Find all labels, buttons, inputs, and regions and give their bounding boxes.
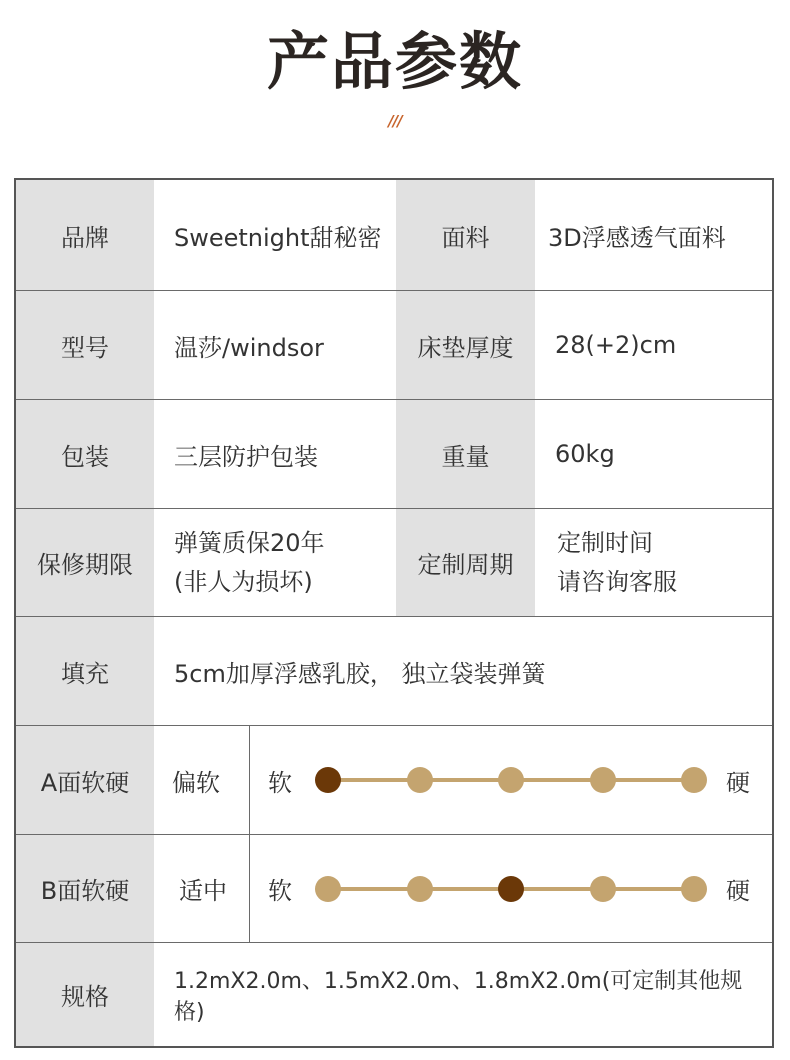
scale-dot-selected <box>498 876 524 902</box>
scale-dot <box>590 876 616 902</box>
packaging-value: 三层防护包装 <box>154 400 396 508</box>
scale-dot <box>407 876 433 902</box>
scale-dot <box>681 876 707 902</box>
fabric-label: 面料 <box>396 180 535 290</box>
packaging-label: 包装 <box>16 400 154 508</box>
soft-label: 软 <box>268 768 292 797</box>
thickness-value: 28(+2)cm <box>535 291 772 399</box>
warranty-label: 保修期限 <box>16 509 154 616</box>
scale-dot <box>681 767 707 793</box>
table-row <box>16 835 772 943</box>
table-row <box>16 509 772 617</box>
brand-label: 品牌 <box>16 180 154 290</box>
firmness-scale <box>250 835 772 942</box>
fabric-value: 3D浮感透气面料 <box>535 180 772 290</box>
custom-label: 定制周期 <box>396 509 535 616</box>
scale-dot <box>407 767 433 793</box>
scale-dot-selected <box>315 767 341 793</box>
custom-value-line1: 定制时间 <box>557 528 653 557</box>
weight-label: 重量 <box>396 400 535 508</box>
title-decoration: /// <box>388 112 402 130</box>
custom-value-line2: 请咨询客服 <box>557 567 677 596</box>
table-row <box>16 943 772 1046</box>
filling-label: 填充 <box>16 617 154 725</box>
thickness-label: 床垫厚度 <box>396 291 535 399</box>
warranty-value-line2: (非人为损坏) <box>174 567 313 596</box>
table-row <box>16 180 772 291</box>
table-row <box>16 726 772 835</box>
size-label: 规格 <box>16 943 154 1046</box>
table-row <box>16 617 772 726</box>
warranty-value <box>154 509 396 616</box>
page-title: 产品参数 <box>266 25 523 98</box>
model-label: 型号 <box>16 291 154 399</box>
size-value: 1.2mX2.0m、1.5mX2.0m、1.8mX2.0m(可定制其他规格) <box>154 943 772 1046</box>
scale-dot <box>498 767 524 793</box>
weight-value: 60kg <box>535 400 772 508</box>
side-b-label: B面软硬 <box>16 835 154 942</box>
warranty-value-line1: 弹簧质保20年 <box>174 528 325 557</box>
hard-label: 硬 <box>726 768 750 797</box>
soft-label: 软 <box>268 877 292 905</box>
filling-value: 5cm加厚浮感乳胶， 独立袋装弹簧 <box>154 617 772 725</box>
spec-table <box>14 178 774 1048</box>
scale-dot <box>590 767 616 793</box>
side-b-value: 适中 <box>154 835 250 942</box>
brand-value: Sweetnight甜秘密 <box>154 180 396 290</box>
hard-label: 硬 <box>726 877 750 905</box>
model-value: 温莎/windsor <box>154 291 396 399</box>
side-a-value: 偏软 <box>154 726 250 834</box>
firmness-scale <box>250 726 772 834</box>
custom-value <box>535 509 772 616</box>
side-a-label: A面软硬 <box>16 726 154 834</box>
scale-dot <box>315 876 341 902</box>
table-row <box>16 400 772 509</box>
table-row <box>16 291 772 400</box>
